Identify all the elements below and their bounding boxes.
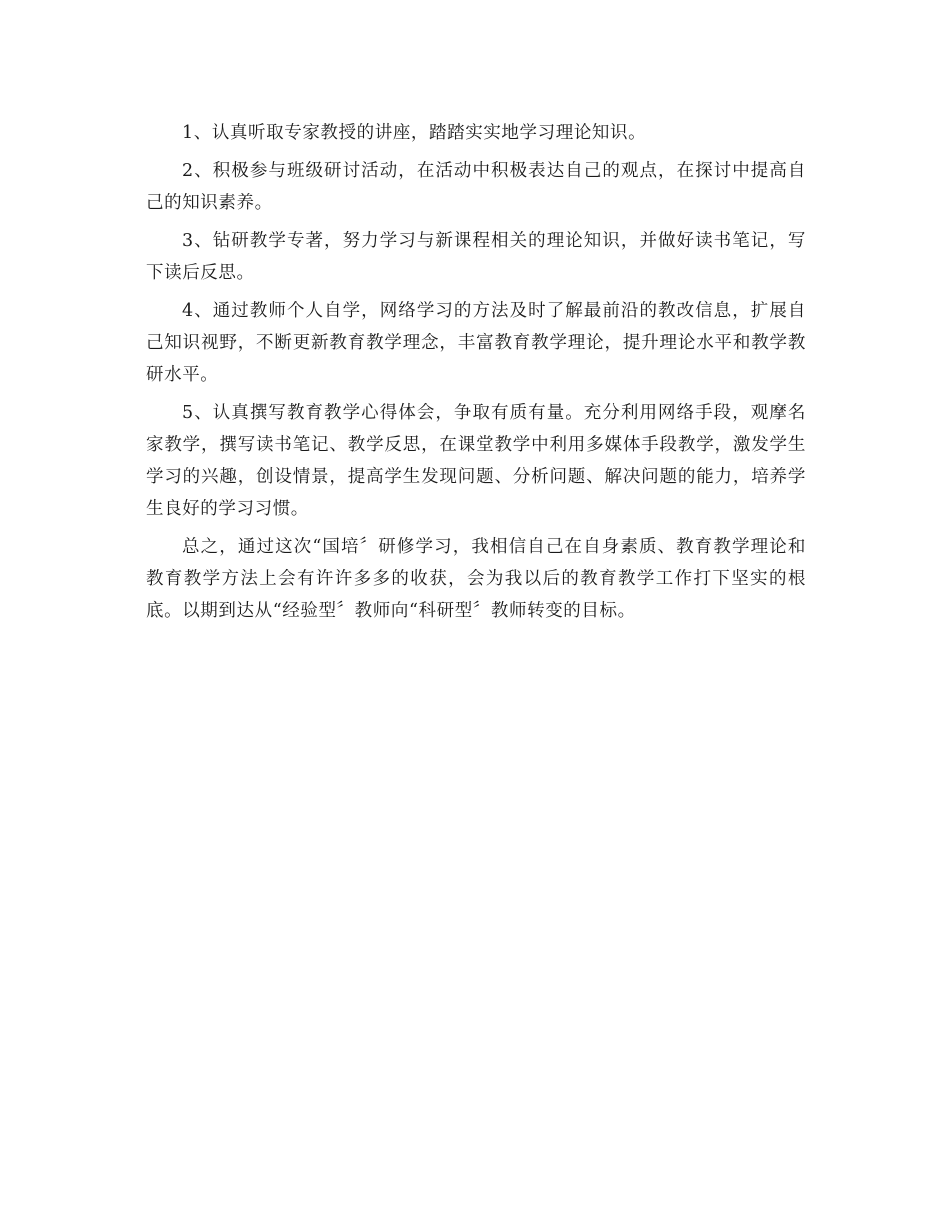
- paragraph-item-5: 5、认真撰写教育教学心得体会，争取有质有量。充分利用网络手段，观摩名家教学，撰写读书笔记、教学反思，在课堂教学中利用多媒体手段教学，激发学生学习的兴趣，创设情景，提高学生发现问题、分析问题、解决问题的能力，培养学生良好的学习习惯。: [146, 403, 806, 519]
- document-body: [146, 117, 806, 633]
- paragraph-conclusion: 总之，通过这次“国培〞研修学习，我相信自己在自身素质、教育教学理论和教育教学方法上会有许许多多的收获，会为我以后的教育教学工作打下坚实的根底。以期到达从“经验型〞教师向“科研型〞教师转变的目标。: [146, 537, 806, 621]
- paragraph-item-3: 3、钻研教学专著，努力学习与新课程相关的理论知识，并做好读书笔记，写下读后反思。: [146, 231, 806, 283]
- paragraph-item-2: 2、积极参与班级研讨活动，在活动中积极表达自己的观点，在探讨中提高自己的知识素养。: [146, 161, 806, 213]
- paragraph-item-1: 1、认真听取专家教授的讲座，踏踏实实地学习理论知识。: [182, 123, 647, 143]
- paragraph-item-4: 4、通过教师个人自学，网络学习的方法及时了解最前沿的教改信息，扩展自己知识视野，不断更新教育教学理念，丰富教育教学理论，提升理论水平和教学教研水平。: [146, 301, 806, 385]
